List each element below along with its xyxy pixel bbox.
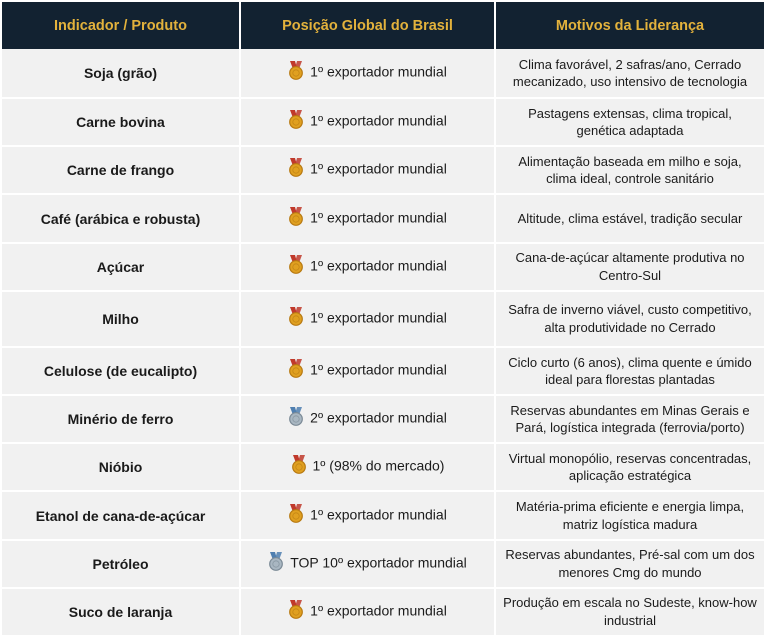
header-position: Posição Global do Brasil bbox=[240, 2, 495, 49]
reasons-cell: Alimentação baseada em milho e soja, clima ideal, controle sanitário bbox=[495, 146, 764, 194]
product-cell: Soja (grão) bbox=[2, 49, 240, 98]
table-row bbox=[2, 540, 764, 588]
product-cell: Café (arábica e robusta) bbox=[2, 194, 240, 242]
table-row bbox=[2, 347, 764, 395]
position-text: 1º exportador mundial bbox=[310, 112, 447, 129]
position-text: 1º exportador mundial bbox=[310, 161, 447, 178]
position-text: 1º exportador mundial bbox=[310, 361, 447, 378]
product-cell: Nióbio bbox=[2, 443, 240, 491]
gold-medal-icon bbox=[291, 455, 307, 477]
position-text: 1º exportador mundial bbox=[310, 506, 447, 523]
table-header bbox=[2, 2, 764, 49]
header-reasons: Motivos da Liderança bbox=[495, 2, 764, 49]
reasons-cell: Cana-de-açúcar altamente produtiva no Centro-Sul bbox=[495, 243, 764, 291]
reasons-cell: Safra de inverno viável, custo competitivo, alta produtividade no Cerrado bbox=[495, 291, 764, 347]
position-cell bbox=[240, 291, 495, 347]
table-row bbox=[2, 291, 764, 347]
table-body bbox=[2, 49, 764, 636]
product-cell: Etanol de cana-de-açúcar bbox=[2, 491, 240, 539]
position-text: 1º exportador mundial bbox=[310, 209, 447, 226]
gold-medal-icon bbox=[288, 600, 304, 622]
position-text: 1º exportador mundial bbox=[310, 309, 447, 326]
reasons-cell: Pastagens extensas, clima tropical, genética adaptada bbox=[495, 98, 764, 146]
gold-medal-icon bbox=[288, 255, 304, 277]
position-text: TOP 10º exportador mundial bbox=[290, 554, 467, 571]
position-text: 1º exportador mundial bbox=[310, 257, 447, 274]
position-cell bbox=[240, 347, 495, 395]
position-text: 2º exportador mundial bbox=[310, 409, 447, 426]
position-cell bbox=[240, 588, 495, 636]
reasons-cell: Reservas abundantes, Pré-sal com um dos menores Cmg do mundo bbox=[495, 540, 764, 588]
position-cell bbox=[240, 98, 495, 146]
position-text: 1º exportador mundial bbox=[310, 63, 447, 80]
gold-medal-icon bbox=[288, 504, 304, 526]
gold-medal-icon bbox=[288, 207, 304, 229]
table-row bbox=[2, 146, 764, 194]
table-row bbox=[2, 98, 764, 146]
reasons-cell: Virtual monopólio, reservas concentradas, aplicação estratégica bbox=[495, 443, 764, 491]
product-cell: Açúcar bbox=[2, 243, 240, 291]
position-cell bbox=[240, 443, 495, 491]
gold-medal-icon bbox=[288, 158, 304, 180]
silver-medal-icon bbox=[268, 552, 284, 574]
product-cell: Milho bbox=[2, 291, 240, 347]
table-row bbox=[2, 194, 764, 242]
gold-medal-icon bbox=[288, 359, 304, 381]
position-cell bbox=[240, 540, 495, 588]
position-text: 1º exportador mundial bbox=[310, 602, 447, 619]
product-cell: Petróleo bbox=[2, 540, 240, 588]
reasons-cell: Produção em escala no Sudeste, know-how industrial bbox=[495, 588, 764, 636]
table-row bbox=[2, 395, 764, 443]
product-cell: Carne de frango bbox=[2, 146, 240, 194]
reasons-cell: Clima favorável, 2 safras/ano, Cerrado mecanizado, uso intensivo de tecnologia bbox=[495, 49, 764, 98]
position-text: 1º (98% do mercado) bbox=[312, 458, 445, 475]
position-cell bbox=[240, 491, 495, 539]
table-row bbox=[2, 588, 764, 636]
reasons-cell: Reservas abundantes em Minas Gerais e Pará, logística integrada (ferrovia/porto) bbox=[495, 395, 764, 443]
header-product: Indicador / Produto bbox=[2, 2, 240, 49]
silver-medal-icon bbox=[288, 407, 304, 429]
reasons-cell: Altitude, clima estável, tradição secular bbox=[495, 194, 764, 242]
position-cell bbox=[240, 146, 495, 194]
gold-medal-icon bbox=[288, 61, 304, 83]
reasons-cell: Matéria-prima eficiente e energia limpa, matriz logística madura bbox=[495, 491, 764, 539]
table-row bbox=[2, 243, 764, 291]
product-cell: Minério de ferro bbox=[2, 395, 240, 443]
export-ranking-table bbox=[2, 2, 764, 637]
table-row bbox=[2, 491, 764, 539]
position-cell bbox=[240, 194, 495, 242]
gold-medal-icon bbox=[288, 110, 304, 132]
reasons-cell: Ciclo curto (6 anos), clima quente e úmido ideal para florestas plantadas bbox=[495, 347, 764, 395]
position-cell bbox=[240, 49, 495, 98]
product-cell: Suco de laranja bbox=[2, 588, 240, 636]
gold-medal-icon bbox=[288, 307, 304, 329]
table-row bbox=[2, 443, 764, 491]
product-cell: Carne bovina bbox=[2, 98, 240, 146]
table-row bbox=[2, 49, 764, 98]
product-cell: Celulose (de eucalipto) bbox=[2, 347, 240, 395]
position-cell bbox=[240, 395, 495, 443]
header-row bbox=[2, 2, 764, 49]
position-cell bbox=[240, 243, 495, 291]
